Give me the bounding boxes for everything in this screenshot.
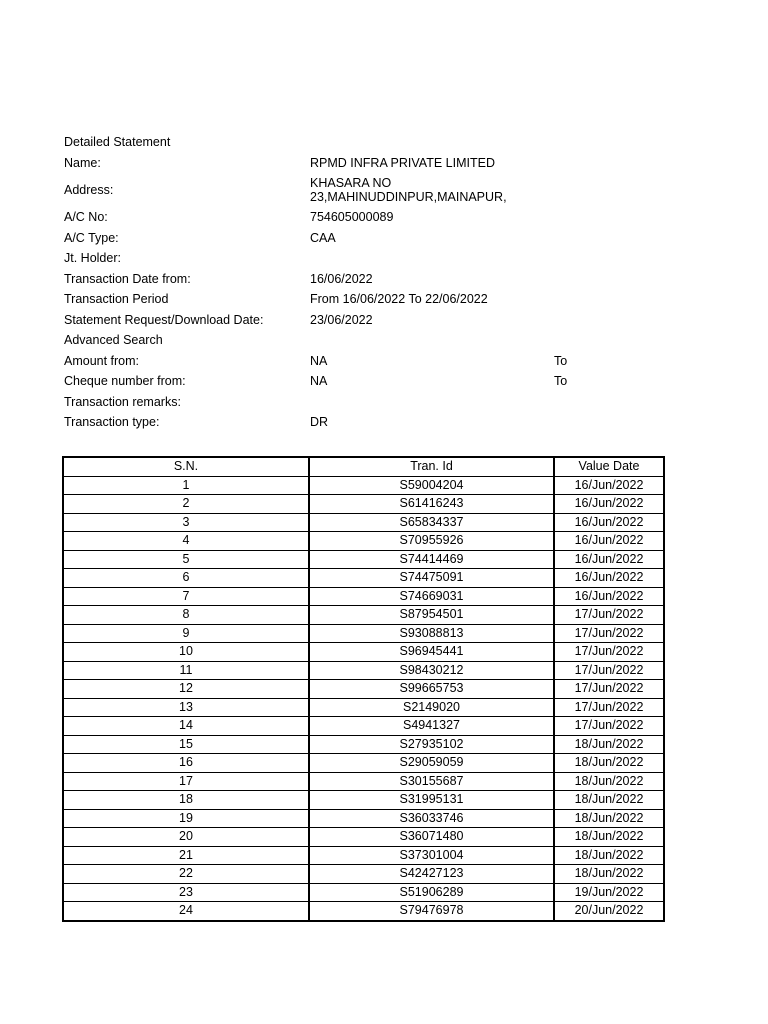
cell-sn: 3 bbox=[63, 513, 309, 532]
cell-sn: 11 bbox=[63, 661, 309, 680]
table-row bbox=[63, 550, 664, 569]
cell-value-date: 16/Jun/2022 bbox=[554, 476, 664, 495]
cell-tran-id: S87954501 bbox=[309, 606, 554, 625]
table-row bbox=[63, 865, 664, 884]
cell-value-date: 17/Jun/2022 bbox=[554, 606, 664, 625]
cell-sn: 19 bbox=[63, 809, 309, 828]
cell-sn: 12 bbox=[63, 680, 309, 699]
cell-tran-id: S61416243 bbox=[309, 495, 554, 514]
remarks-label: Transaction remarks: bbox=[64, 394, 181, 409]
cell-tran-id: S30155687 bbox=[309, 772, 554, 791]
header-value-date: Value Date bbox=[554, 457, 664, 476]
name-value: RPMD INFRA PRIVATE LIMITED bbox=[310, 155, 495, 170]
cell-tran-id: S29059059 bbox=[309, 754, 554, 773]
cell-value-date: 16/Jun/2022 bbox=[554, 532, 664, 551]
cell-value-date: 17/Jun/2022 bbox=[554, 680, 664, 699]
address-label: Address: bbox=[64, 183, 114, 197]
table-row bbox=[63, 532, 664, 551]
request-date-value: 23/06/2022 bbox=[310, 312, 373, 327]
joint-holder-label: Jt. Holder: bbox=[64, 251, 121, 265]
cell-tran-id: S79476978 bbox=[309, 902, 554, 921]
statement-title: Detailed Statement bbox=[64, 135, 171, 149]
advanced-search-row bbox=[64, 330, 684, 351]
name-row bbox=[64, 153, 684, 174]
cell-value-date: 18/Jun/2022 bbox=[554, 809, 664, 828]
name-label: Name: bbox=[64, 155, 101, 170]
table-row bbox=[63, 809, 664, 828]
table-row bbox=[63, 606, 664, 625]
table-row bbox=[63, 661, 664, 680]
cell-sn: 17 bbox=[63, 772, 309, 791]
txn-type-row bbox=[64, 412, 684, 433]
cell-tran-id: S74414469 bbox=[309, 550, 554, 569]
cell-sn: 9 bbox=[63, 624, 309, 643]
cheque-from-label: Cheque number from: bbox=[64, 374, 186, 388]
txn-type-label: Transaction type: bbox=[64, 415, 160, 429]
cell-sn: 21 bbox=[63, 846, 309, 865]
cell-value-date: 18/Jun/2022 bbox=[554, 865, 664, 884]
cell-value-date: 18/Jun/2022 bbox=[554, 754, 664, 773]
advanced-search-label: Advanced Search bbox=[64, 333, 163, 347]
cell-tran-id: S2149020 bbox=[309, 698, 554, 717]
txn-date-from-label: Transaction Date from: bbox=[64, 271, 191, 286]
cell-sn: 5 bbox=[63, 550, 309, 569]
address-line-1: KHASARA NO bbox=[310, 176, 392, 190]
table-row bbox=[63, 846, 664, 865]
remarks-row bbox=[64, 392, 684, 413]
cell-tran-id: S36071480 bbox=[309, 828, 554, 847]
cell-sn: 24 bbox=[63, 902, 309, 921]
table-row bbox=[63, 828, 664, 847]
table-row bbox=[63, 569, 664, 588]
cell-value-date: 19/Jun/2022 bbox=[554, 883, 664, 902]
txn-period-label: Transaction Period bbox=[64, 292, 169, 306]
amount-to-label: To bbox=[554, 353, 568, 368]
cell-tran-id: S59004204 bbox=[309, 476, 554, 495]
cell-value-date: 17/Jun/2022 bbox=[554, 624, 664, 643]
cell-tran-id: S93088813 bbox=[309, 624, 554, 643]
cell-sn: 7 bbox=[63, 587, 309, 606]
cell-sn: 2 bbox=[63, 495, 309, 514]
table-row bbox=[63, 476, 664, 495]
cell-tran-id: S27935102 bbox=[309, 735, 554, 754]
cell-tran-id: S96945441 bbox=[309, 643, 554, 662]
cell-value-date: 16/Jun/2022 bbox=[554, 550, 664, 569]
cell-value-date: 17/Jun/2022 bbox=[554, 698, 664, 717]
header-sn: S.N. bbox=[63, 457, 309, 476]
statement-title-row bbox=[64, 132, 684, 153]
cell-value-date: 18/Jun/2022 bbox=[554, 791, 664, 810]
cheque-to-label: To bbox=[554, 374, 568, 388]
account-no-row bbox=[64, 207, 684, 228]
cell-sn: 20 bbox=[63, 828, 309, 847]
cheque-from-value: NA bbox=[310, 374, 328, 388]
table-row bbox=[63, 791, 664, 810]
table-row bbox=[63, 735, 664, 754]
txn-date-from-value: 16/06/2022 bbox=[310, 271, 373, 286]
table-row bbox=[63, 680, 664, 699]
account-type-label: A/C Type: bbox=[64, 230, 119, 245]
cell-value-date: 17/Jun/2022 bbox=[554, 661, 664, 680]
account-no-label: A/C No: bbox=[64, 210, 108, 224]
txn-period-row bbox=[64, 289, 684, 310]
cell-sn: 13 bbox=[63, 698, 309, 717]
cell-tran-id: S65834337 bbox=[309, 513, 554, 532]
cell-sn: 14 bbox=[63, 717, 309, 736]
cell-tran-id: S74669031 bbox=[309, 587, 554, 606]
table-row bbox=[63, 495, 664, 514]
table-row bbox=[63, 772, 664, 791]
cell-value-date: 20/Jun/2022 bbox=[554, 902, 664, 921]
account-type-row bbox=[64, 228, 684, 249]
table-header-row bbox=[63, 457, 664, 476]
amount-from-label: Amount from: bbox=[64, 353, 140, 368]
cell-value-date: 16/Jun/2022 bbox=[554, 513, 664, 532]
cell-sn: 15 bbox=[63, 735, 309, 754]
cell-sn: 4 bbox=[63, 532, 309, 551]
amount-from-value: NA bbox=[310, 353, 328, 368]
statement-info bbox=[64, 132, 684, 433]
cell-sn: 10 bbox=[63, 643, 309, 662]
cell-value-date: 17/Jun/2022 bbox=[554, 717, 664, 736]
cheque-from-row bbox=[64, 371, 684, 392]
table-row bbox=[63, 902, 664, 921]
table-row bbox=[63, 587, 664, 606]
cell-value-date: 18/Jun/2022 bbox=[554, 735, 664, 754]
cell-value-date: 16/Jun/2022 bbox=[554, 495, 664, 514]
address-line-2: 23,MAHINUDDINPUR,MAINAPUR, bbox=[310, 190, 507, 204]
cell-value-date: 18/Jun/2022 bbox=[554, 828, 664, 847]
table-row bbox=[63, 883, 664, 902]
cell-tran-id: S99665753 bbox=[309, 680, 554, 699]
table-row bbox=[63, 717, 664, 736]
cell-tran-id: S4941327 bbox=[309, 717, 554, 736]
txn-date-from-row bbox=[64, 269, 684, 290]
table-row bbox=[63, 643, 664, 662]
cell-tran-id: S37301004 bbox=[309, 846, 554, 865]
address-value bbox=[310, 176, 520, 204]
request-date-label: Statement Request/Download Date: bbox=[64, 312, 264, 327]
cell-value-date: 17/Jun/2022 bbox=[554, 643, 664, 662]
cell-tran-id: S74475091 bbox=[309, 569, 554, 588]
joint-holder-row bbox=[64, 248, 684, 269]
cell-value-date: 16/Jun/2022 bbox=[554, 569, 664, 588]
cell-tran-id: S42427123 bbox=[309, 865, 554, 884]
cell-tran-id: S31995131 bbox=[309, 791, 554, 810]
cell-tran-id: S98430212 bbox=[309, 661, 554, 680]
cell-sn: 8 bbox=[63, 606, 309, 625]
amount-from-row bbox=[64, 351, 684, 372]
cell-sn: 22 bbox=[63, 865, 309, 884]
request-date-row bbox=[64, 310, 684, 331]
account-no-value: 754605000089 bbox=[310, 210, 394, 224]
cell-sn: 6 bbox=[63, 569, 309, 588]
table-row bbox=[63, 754, 664, 773]
cell-value-date: 18/Jun/2022 bbox=[554, 772, 664, 791]
address-row bbox=[64, 173, 684, 207]
cell-sn: 23 bbox=[63, 883, 309, 902]
cell-sn: 1 bbox=[63, 476, 309, 495]
cell-sn: 16 bbox=[63, 754, 309, 773]
account-type-value: CAA bbox=[310, 230, 336, 245]
txn-period-value: From 16/06/2022 To 22/06/2022 bbox=[310, 292, 488, 306]
table-row bbox=[63, 698, 664, 717]
transactions-table bbox=[62, 456, 665, 922]
cell-tran-id: S51906289 bbox=[309, 883, 554, 902]
cell-value-date: 18/Jun/2022 bbox=[554, 846, 664, 865]
table-row bbox=[63, 513, 664, 532]
table-body bbox=[63, 476, 664, 921]
txn-type-value: DR bbox=[310, 415, 329, 429]
cell-value-date: 16/Jun/2022 bbox=[554, 587, 664, 606]
table-row bbox=[63, 624, 664, 643]
cell-sn: 18 bbox=[63, 791, 309, 810]
cell-tran-id: S70955926 bbox=[309, 532, 554, 551]
header-tran-id: Tran. Id bbox=[309, 457, 554, 476]
cell-tran-id: S36033746 bbox=[309, 809, 554, 828]
